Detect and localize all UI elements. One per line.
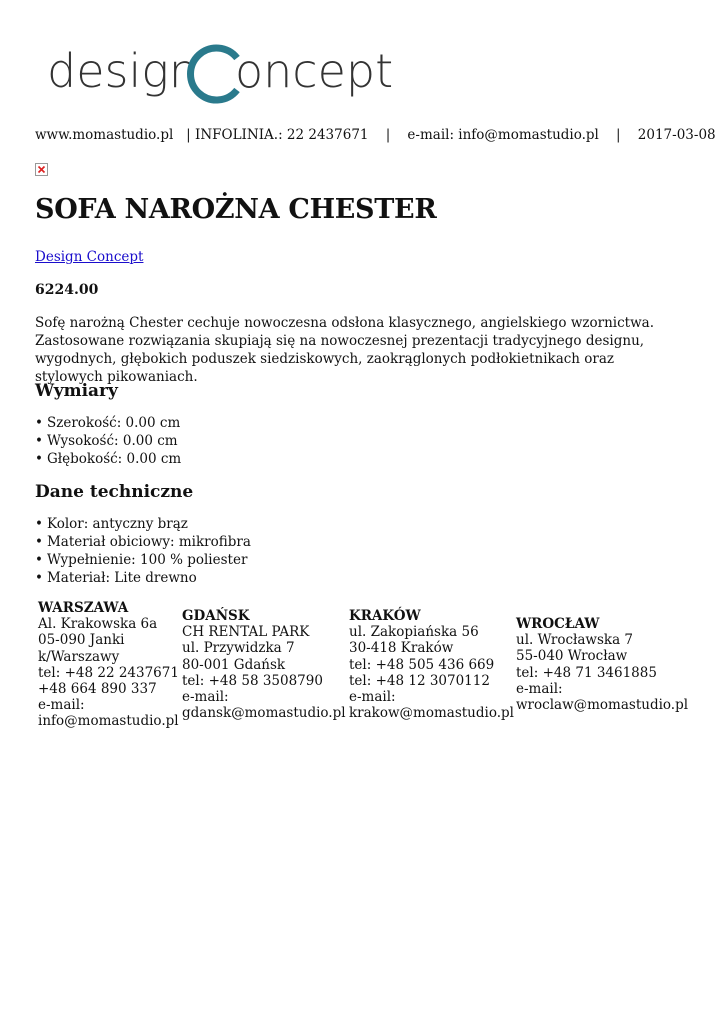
header-date: 2017-03-08: [637, 127, 716, 143]
office-line: ul. Przywidzka 7: [182, 640, 295, 657]
office-city: WARSZAWA: [38, 600, 129, 616]
header-email[interactable]: e-mail: info@momastudio.pl: [407, 127, 599, 143]
office-line: +48 664 890 337: [38, 681, 157, 698]
office-line: 80-001 Gdańsk: [182, 656, 286, 673]
dimensions-list: [35, 414, 181, 468]
website-link[interactable]: www.momastudio.pl: [35, 127, 174, 143]
office-email[interactable]: gdansk@momastudio.pl: [182, 705, 346, 722]
office-line: 30-418 Kraków: [349, 640, 454, 657]
logo-text-left: design: [47, 44, 199, 98]
office-line: 55-040 Wrocław: [516, 648, 628, 665]
broken-image-icon: [35, 163, 48, 176]
office-email[interactable]: info@momastudio.pl: [38, 713, 179, 730]
office-gdansk: [182, 608, 346, 722]
office-line: tel: +48 22 2437671: [38, 664, 179, 681]
office-line: tel: +48 12 3070112: [349, 672, 490, 689]
list-item: • Szerokość: 0.00 cm: [35, 414, 181, 432]
office-line: tel: +48 71 3461885: [516, 664, 657, 681]
header-contact-bar: [35, 127, 716, 143]
office-city: WROCŁAW: [516, 616, 600, 632]
office-line: 05-090 Janki: [38, 632, 125, 649]
office-line: tel: +48 505 436 669: [349, 656, 495, 673]
office-email[interactable]: krakow@momastudio.pl: [349, 705, 514, 722]
hotline-text: | INFOLINIA.: 22 2437671: [186, 127, 369, 143]
office-line: Al. Krakowska 6a: [38, 616, 158, 633]
separator: |: [616, 127, 621, 143]
list-item: • Materiał obiciowy: mikrofibra: [35, 533, 251, 551]
office-line: tel: +48 58 3508790: [182, 672, 323, 689]
office-email[interactable]: wroclaw@momastudio.pl: [516, 697, 689, 714]
office-line: ul. Wrocławska 7: [516, 632, 634, 649]
product-description: Sofę narożną Chester cechuje nowoczesna odsłona klasycznego, angielskiego wzornictwa. Zastosowane rozwiązania skupiają się na nowoczesnej prezentacji tradycyjnego designu, wygodnych, głębokich poduszek siedziskowych, zaokrąglonych podłokietnikach oraz stylowych pikowaniach.: [35, 315, 654, 385]
logo-text-right: oncept: [235, 44, 394, 98]
product-title: SOFA NAROŻNA CHESTER: [35, 194, 437, 225]
technical-heading: Dane techniczne: [35, 482, 194, 502]
office-line: ul. Zakopiańska 56: [349, 624, 479, 641]
separator: |: [385, 127, 391, 143]
office-line: e-mail:: [182, 689, 229, 706]
product-price: 6224.00: [35, 282, 99, 298]
office-line: e-mail:: [516, 680, 563, 697]
office-line: CH RENTAL PARK: [182, 624, 310, 641]
office-wroclaw: [516, 616, 696, 713]
list-item: • Kolor: antyczny brąz: [35, 515, 251, 533]
office-warszawa: [38, 600, 198, 730]
list-item: • Głębokość: 0.00 cm: [35, 450, 181, 468]
list-item: • Wypełnienie: 100 % poliester: [35, 551, 251, 569]
office-city: GDAŃSK: [182, 608, 250, 624]
office-line: e-mail:: [38, 697, 85, 714]
logo: [47, 38, 394, 106]
brand-link[interactable]: Design Concept: [35, 249, 144, 265]
dimensions-heading: Wymiary: [35, 381, 118, 401]
office-line: e-mail:: [349, 689, 396, 706]
office-line: k/Warszawy: [38, 648, 120, 665]
list-item: • Wysokość: 0.00 cm: [35, 432, 181, 450]
list-item: • Materiał: Lite drewno: [35, 569, 251, 587]
technical-list: [35, 515, 251, 587]
office-city: KRAKÓW: [349, 608, 421, 624]
office-krakow: [349, 608, 514, 722]
